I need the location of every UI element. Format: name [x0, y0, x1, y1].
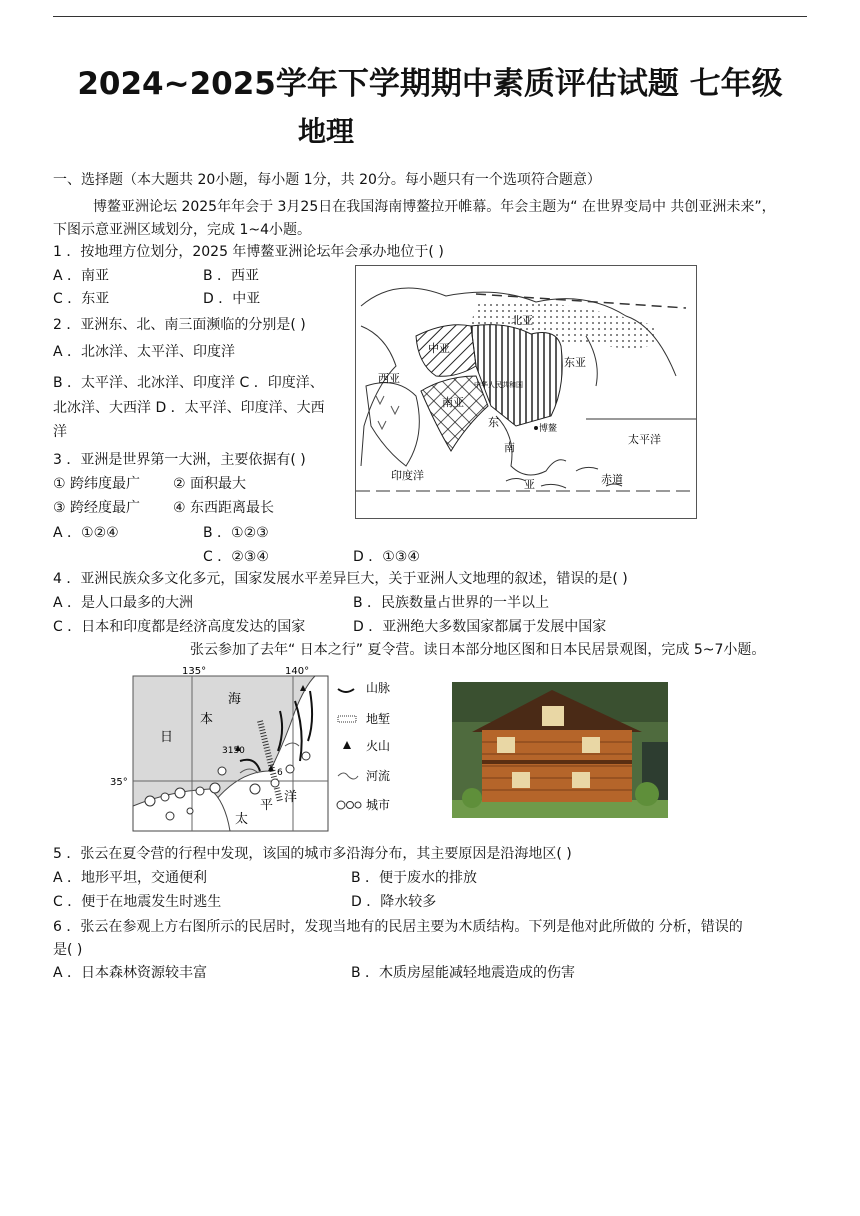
option-d: D ．①③④: [353, 549, 420, 565]
desert-marks: [376, 396, 399, 429]
legend-mountain-icon: [338, 689, 354, 692]
statement-2: ② 面积最大: [173, 476, 247, 492]
asia-region-map: [355, 265, 697, 519]
intro-text: 张云参加了去年“ 日本之行” 夏令营。读日本部分地区图和日本民居景观图，完成 5~7小题。: [190, 642, 766, 658]
label-se-3: 亚: [524, 478, 535, 491]
question-stem: 3 ．亚洲是世界第一大洲，主要依据有( ): [53, 452, 306, 468]
japan-map-graphic: [110, 661, 420, 833]
question-stem: 是( ): [53, 942, 83, 958]
option-c: C ．便于在地震发生时逃生: [53, 894, 222, 910]
option-a: A ．①②④: [53, 525, 119, 541]
option-a: A ．日本森林资源较丰富: [53, 965, 208, 981]
page-subtitle: 地理: [298, 115, 355, 148]
intro-text: 博鳌亚洲论坛 2025年年会于 3月25日在我国海南博鳌拉开帷幕。年会主题为“ 在世界变局中 共创亚洲未来”，: [93, 199, 776, 215]
lon-140-label: 140°: [285, 666, 310, 677]
top-rule: [53, 16, 807, 17]
label-land: 日: [160, 730, 174, 745]
number-label: 6: [277, 768, 283, 778]
option-b: B ．木质房屋能减轻地震造成的伤害: [351, 965, 576, 981]
option-c: C ．日本和印度都是经济高度发达的国家: [53, 619, 306, 635]
arabia-outline: [366, 383, 419, 466]
legend-graben-icon: [338, 716, 356, 722]
house-illustration: [452, 682, 668, 818]
statement-4: ④ 东西距离最长: [173, 500, 275, 516]
label-central-asia: 中亚: [428, 342, 450, 355]
section-heading: 一、选择题（本大题共 20小题，每小题 1分，共 20分。每小题只有一个选项符合题意）: [53, 172, 601, 188]
label-north-asia: 北亚: [511, 314, 533, 327]
question-stem: 5 ．张云在夏令营的行程中发现，该国的城市多沿海分布，其主要原因是沿海地区( ): [53, 846, 572, 862]
label-se-2: 南: [504, 441, 515, 454]
label-east-asia: 东亚: [564, 356, 586, 369]
question-stem: 1 ．按地理方位划分，2025 年博鳌亚洲论坛年会承办地位于( ): [53, 244, 444, 260]
question-stem: 2 ．亚洲东、北、南三面濒临的分别是( ): [53, 317, 306, 333]
option-b: B ．民族数量占世界的一半以上: [353, 595, 550, 611]
coastline: [361, 326, 396, 466]
label-sea-1: 海: [228, 692, 242, 707]
label-indian-ocean: 印度洋: [391, 469, 424, 482]
legend-mountain: 山脉: [366, 681, 391, 695]
page-title: 2024~2025学年下学期期中素质评估试题 七年级: [77, 66, 783, 102]
label-south-asia: 南亚: [442, 396, 464, 409]
east-asia-region: [471, 325, 562, 426]
legend-volcano-icon: [343, 741, 351, 749]
label-sea-2: 本: [200, 712, 214, 727]
label-pacific: 太平洋: [628, 433, 661, 446]
intro-text: 下图示意亚洲区域划分，完成 1~4小题。: [53, 222, 311, 238]
legend-graben: 地堑: [366, 712, 391, 726]
label-china: 中华人民共和国: [474, 381, 523, 389]
option-b: B ．便于废水的排放: [351, 870, 478, 886]
option-b: B ．①②③: [203, 525, 269, 541]
option-a: A ．地形平坦，交通便利: [53, 870, 208, 886]
option-line: B ．太平洋、北冰洋、印度洋 C ．印度洋、: [53, 375, 324, 391]
label-west-asia: 西亚: [378, 372, 400, 385]
option-a: A ．是人口最多的大洲: [53, 595, 194, 611]
legend-river-icon: [338, 773, 358, 779]
legend-city-icon: [337, 801, 361, 809]
label-ocean-1: 太: [235, 812, 249, 827]
option-d: D ．中亚: [203, 291, 261, 307]
label-se-1: 东: [488, 416, 499, 429]
japan-region-map: [110, 661, 420, 833]
label-ocean-2: 平: [260, 798, 274, 813]
statement-3: ③ 跨经度最广: [53, 500, 141, 516]
option-a: A ．南亚: [53, 268, 110, 284]
asia-map-graphic: [356, 266, 696, 518]
statement-1: ① 跨纬度最广: [53, 476, 141, 492]
option-c: C ．②③④: [203, 549, 269, 565]
label-boao: 博鳌: [539, 424, 558, 434]
option-line: 洋: [53, 424, 67, 440]
option-a: A ．北冰洋、太平洋、印度洋: [53, 344, 236, 360]
option-b: B ．西亚: [203, 268, 260, 284]
label-equator: 赤道: [601, 473, 623, 486]
legend-river: 河流: [366, 769, 391, 783]
label-ocean-3: 洋: [284, 790, 298, 805]
legend-volcano: 火山: [366, 739, 391, 753]
wooden-house-photo: [452, 682, 668, 818]
option-d: D ．亚洲绝大多数国家都属于发展中国家: [353, 619, 607, 635]
option-c: C ．东亚: [53, 291, 110, 307]
boao-marker: [534, 426, 538, 430]
question-stem: 6 ．张云在参观上方右图所示的民居时，发现当地有的民居主要为木质结构。下列是他对此所做的 分析，错误的: [53, 919, 743, 935]
legend-city: 城市: [366, 798, 391, 812]
option-line: 北冰洋、大西洋 D ．太平洋、印度洋、大西: [53, 400, 325, 416]
lat-35-label: 35°: [110, 777, 128, 788]
option-d: D ．降水较多: [351, 894, 437, 910]
question-stem: 4 ．亚洲民族众多文化多元，国家发展水平差异巨大，关于亚洲人文地理的叙述，错误的是( ): [53, 571, 628, 587]
lon-135-label: 135°: [182, 666, 207, 677]
peak-label: 3150: [222, 746, 245, 756]
